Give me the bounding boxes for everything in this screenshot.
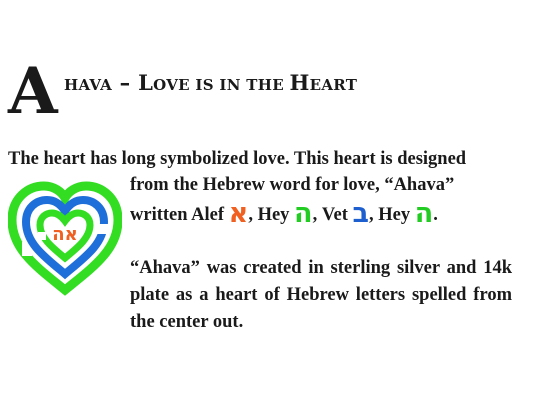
hey-label: , Hey (248, 205, 295, 225)
vet-label: , Vet (312, 205, 353, 225)
paragraph-2: “Ahava” was created in sterling silver and 14k plate as a heart of Hebrew letters spelled from the center out. (130, 258, 512, 332)
paragraph-line-3 (130, 198, 438, 229)
title-part-0: HAVA (64, 76, 113, 94)
title-part-5: EART (309, 76, 358, 94)
paragraph-line-2: from the Hebrew word for love, “Ahava” (130, 175, 455, 195)
ahava-heart-logo (8, 180, 122, 296)
page-title (8, 54, 528, 129)
vet-letter: ב (352, 198, 369, 229)
title-part-4: H (289, 70, 310, 95)
written-alef-label: written Alef (130, 205, 229, 225)
hey-letter: ה (294, 198, 313, 229)
title-part-3: OVE IS IN THE (153, 76, 290, 94)
title-part-2: L (138, 70, 154, 95)
hey2-label: , Hey (369, 205, 415, 225)
title-text (64, 70, 357, 95)
line-end-period: . (433, 205, 438, 225)
heart-center-letters: אה (52, 224, 78, 245)
title-dropcap: A (8, 54, 58, 129)
paragraph-line-1: The heart has long symbolized love. This heart is designed (8, 149, 467, 169)
alef-letter: א (228, 198, 249, 229)
hey2-letter: ה (414, 198, 434, 229)
title-part-1: – (112, 70, 139, 95)
